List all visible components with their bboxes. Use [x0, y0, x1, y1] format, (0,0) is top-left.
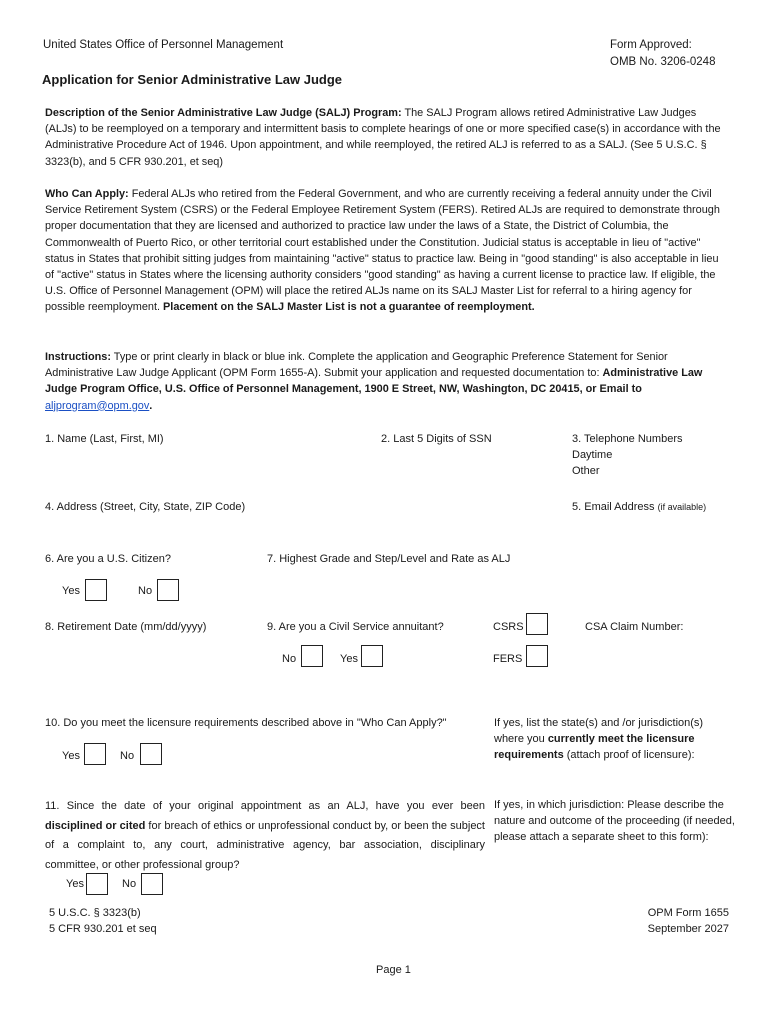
q9-no-label: No: [282, 653, 297, 665]
footer-form-info: [600, 905, 729, 937]
q10-yes-label: Yes: [62, 750, 80, 762]
q10-licensure-label: 10. Do you meet the licensure requirements described above in "Who Can Apply?": [45, 717, 447, 729]
q10-right-a: If yes, list the state(s) and /or jurisdiction(s) where you: [494, 717, 704, 745]
q11-a: 11. Since the date of your original appointment as an ALJ, have you ever been: [45, 800, 485, 812]
q11-c: for breach of ethics or unprofessional conduct by, or been the subject of a complaint to, any court, administrative agency, bar association, disciplinary committee, or other professional group?: [45, 819, 485, 871]
citation-usc: 5 U.S.C. § 3323(b): [49, 907, 141, 919]
instructions-address: Administrative Law Judge Program Office, U.S. Office of Personnel Management, 1900 E Street, NW, Washington, DC 20415, or Email to: [45, 367, 703, 396]
q1-name-label: 1. Name (Last, First, MI): [45, 433, 164, 445]
csrs-label: CSRS: [493, 621, 524, 633]
q3-daytime-label: Daytime: [572, 449, 613, 461]
q11-yes-label: Yes: [66, 878, 84, 890]
description-label: Description of the Senior Administrative Law Judge (SALJ) Program:: [45, 107, 402, 119]
q6-no-checkbox[interactable]: [157, 579, 179, 601]
q3-telephone-label: 3. Telephone Numbers: [572, 433, 683, 445]
q11-b: disciplined or cited: [45, 819, 146, 832]
q8-retirement-label: 8. Retirement Date (mm/dd/yyyy): [45, 621, 207, 633]
q3-telephone-block: [572, 431, 682, 479]
q11-no-label: No: [122, 878, 137, 890]
form-date: September 2027: [647, 923, 729, 935]
q11-right-text: If yes, in which jurisdiction: Please describe the nature and outcome of the proceeding (if needed, please attach a separate sheet to this form):: [494, 799, 735, 843]
agency-name: United States Office of Personnel Management: [43, 39, 284, 51]
q10-no-label: No: [120, 750, 135, 762]
csa-claim-label: CSA Claim Number:: [585, 621, 684, 633]
form-approved: Form Approved:: [610, 39, 692, 51]
instructions-label: Instructions:: [45, 351, 111, 363]
q10-right-c: (attach proof of licensure):: [563, 749, 695, 761]
instructions-period: .: [149, 399, 153, 412]
q5-email-note: (if available): [657, 502, 707, 512]
q10-no-checkbox[interactable]: [140, 743, 162, 765]
q10-yes-checkbox[interactable]: [84, 743, 106, 765]
fers-checkbox[interactable]: [526, 645, 548, 667]
q2-ssn-label: 2. Last 5 Digits of SSN: [381, 433, 492, 445]
q3-other-label: Other: [572, 465, 600, 477]
instructions-paragraph: [45, 349, 725, 414]
fers-label: FERS: [493, 653, 523, 665]
who-can-apply-emphasis: Placement on the SALJ Master List is not a guarantee of reemployment.: [163, 301, 535, 314]
q6-yes-checkbox[interactable]: [85, 579, 107, 601]
who-can-apply-paragraph: [45, 186, 725, 316]
q10-right-b: currently meet the licensure requirements: [494, 733, 695, 761]
omb-block: [610, 37, 715, 71]
q10-right-text: [494, 715, 729, 763]
description-text: The SALJ Program allows retired Administrative Law Judges (ALJs) to be reemployed on a temporary and intermittent basis to complete hearings of one or more specified case(s) in accordance with the Administrative Procedure Act of 1946. Upon appointment, and while reemployed, the retired ALJ is referred to as a SALJ. (See 5 U.S.C. § 3323(b), and 5 CFR 930.201, et seq): [45, 107, 721, 168]
q9-yes-label: Yes: [340, 653, 358, 665]
page-number: Page 1: [376, 964, 411, 976]
q4-address-label: 4. Address (Street, City, State, ZIP Code): [45, 501, 246, 513]
page-title: Application for Senior Administrative Law Judge: [42, 72, 343, 87]
q6-no-label: No: [138, 585, 153, 597]
q9-no-checkbox[interactable]: [301, 645, 323, 667]
instructions-text: Type or print clearly in black or blue ink. Complete the application and Geographic Preference Statement for Senior Administrative Law Judge Applicant (OPM Form 1655-A). Submit your application and requested documentation to:: [45, 351, 668, 380]
email-link[interactable]: aljprogram@opm.gov: [45, 399, 150, 412]
citation-cfr: 5 CFR 930.201 et seq: [49, 923, 157, 935]
who-can-apply-label: Who Can Apply:: [45, 188, 129, 200]
q6-yes-label: Yes: [62, 585, 80, 597]
description-paragraph: [45, 105, 725, 170]
q11-no-checkbox[interactable]: [141, 873, 163, 895]
omb-number: OMB No. 3206-0248: [610, 56, 716, 68]
csrs-checkbox[interactable]: [526, 613, 548, 635]
who-can-apply-text: Federal ALJs who retired from the Federal Government, and who are currently receiving a federal annuity under the Civil Service Retirement System (CSRS) or the Federal Employee Retirement System (FERS). Retired ALJs are required to demonstrate through proper documentation that they are licensed and authorized to practice law under the laws of a State, the District of Columbia, the Commonwealth of Puerto Rico, or other territorial court established under the Constitution. Judicial status is acceptable in lieu of "active" status in States that prohibit sitting judges from maintaining "active" status to practice law. Being in "good standing" is also acceptable in lieu of "active" status in States where the licensing authority considers "good standing" as having a current license to practice law. If eligible, the U.S. Office of Personnel Management (OPM) will place the retired ALJs name on its SALJ Master List for referral to a hiring agency for possible reemployment.: [45, 188, 720, 314]
q5-email-label: 5. Email Address: [572, 501, 655, 513]
q9-yes-checkbox[interactable]: [361, 645, 383, 667]
footer-citations: [49, 905, 157, 937]
q7-grade-label: 7. Highest Grade and Step/Level and Rate as ALJ: [267, 553, 511, 565]
q11-yes-checkbox[interactable]: [86, 873, 108, 895]
form-number: OPM Form 1655: [647, 907, 729, 919]
q11-discipline-label: [45, 797, 485, 875]
q6-citizen-label: 6. Are you a U.S. Citizen?: [45, 553, 171, 565]
q9-annuitant-label: 9. Are you a Civil Service annuitant?: [267, 621, 444, 633]
q5-email-block: [572, 499, 706, 515]
